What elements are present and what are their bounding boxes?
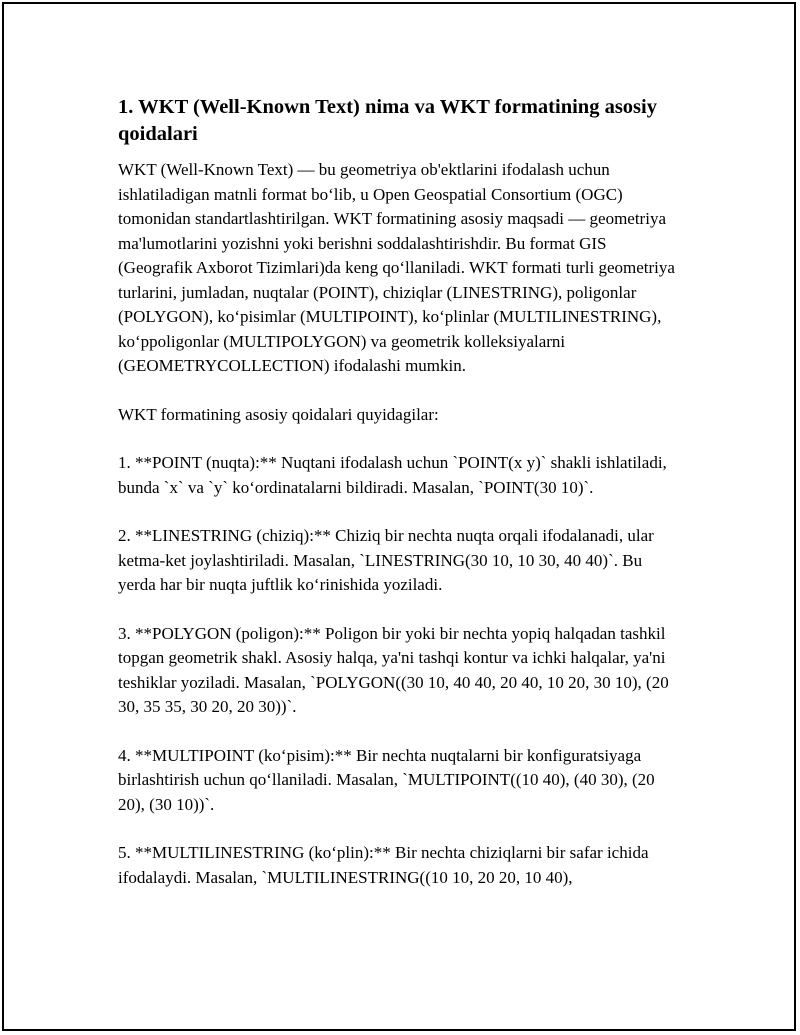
rule-linestring-paragraph: 2. **LINESTRING (chiziq):** Chiziq bir nechta nuqta orqali ifodalanadi, ular ketma-ket joylashtiriladi. Masalan, `LINESTRING(30 10, 10 30, 40 40)`. Bu yerda har bir nuqta juftlik ko‘rinishida yoziladi. <box>118 526 654 594</box>
section-heading: 1. WKT (Well-Known Text) nima va WKT formatining asosiy qoidalari <box>118 96 657 145</box>
rule-multilinestring-paragraph: 5. **MULTILINESTRING (ko‘plin):** Bir nechta chiziqlarni bir safar ichida ifodalaydi. Masalan, `MULTILINESTRING((10 10, 20 20, 10 40), <box>118 843 649 887</box>
rule-multipoint-paragraph: 4. **MULTIPOINT (ko‘pisim):** Bir nechta nuqtalarni bir konfiguratsiyaga birlashtirish uchun qo‘llaniladi. Masalan, `MULTIPOINT((10 40), (40 30), (20 20), (30 10))`. <box>118 745 655 814</box>
rule-point-paragraph: 1. **POINT (nuqta):** Nuqtani ifodalash uchun `POINT(x y)` shakli ishlatiladi, bunda `x` va `y` ko‘ordinatalarni bildiradi. Masalan, `POINT(30 10)`. <box>118 453 667 497</box>
rules-intro-paragraph: WKT formatining asosiy qoidalari quyidagilar: <box>118 404 439 424</box>
document-body <box>118 94 682 890</box>
rule-polygon-paragraph: 3. **POLYGON (poligon):** Poligon bir yoki bir nechta yopiq halqadan tashkil topgan geometrik shakl. Asosiy halqa, ya'ni tashqi kontur va ichki halqalar, ya'ni teshiklar yoziladi. Masalan, `POLYGON((30 10, 40 40, 20 40, 10 20, 30 10), (20 30, 35 35, 30 20, 20 30))`. <box>118 623 669 716</box>
intro-paragraph: WKT (Well-Known Text) — bu geometriya ob'ektlarini ifodalash uchun ishlatiladigan matnli format bo‘lib, u Open Geospatial Consortium (OGC) tomonidan standartlashtirilgan. WKT formatining asosiy maqsadi — geometriya ma'lumotlarini yozishni yoki berishni soddalashtirishdir. Bu format GIS (Geografik Axborot Tizimlari)da keng qo‘llaniladi. WKT formati turli geometriya turlarini, jumladan, nuqtalar (POINT), chiziqlar (LINESTRING), poligonlar (POLYGON), ko‘pisimlar (MULTIPOINT), ko‘plinlar (MULTILINESTRING), ko‘ppoligonlar (MULTIPOLYGON) va geometrik kolleksiyalarni (GEOMETRYCOLLECTION) ifodalashi mumkin. <box>118 160 675 375</box>
